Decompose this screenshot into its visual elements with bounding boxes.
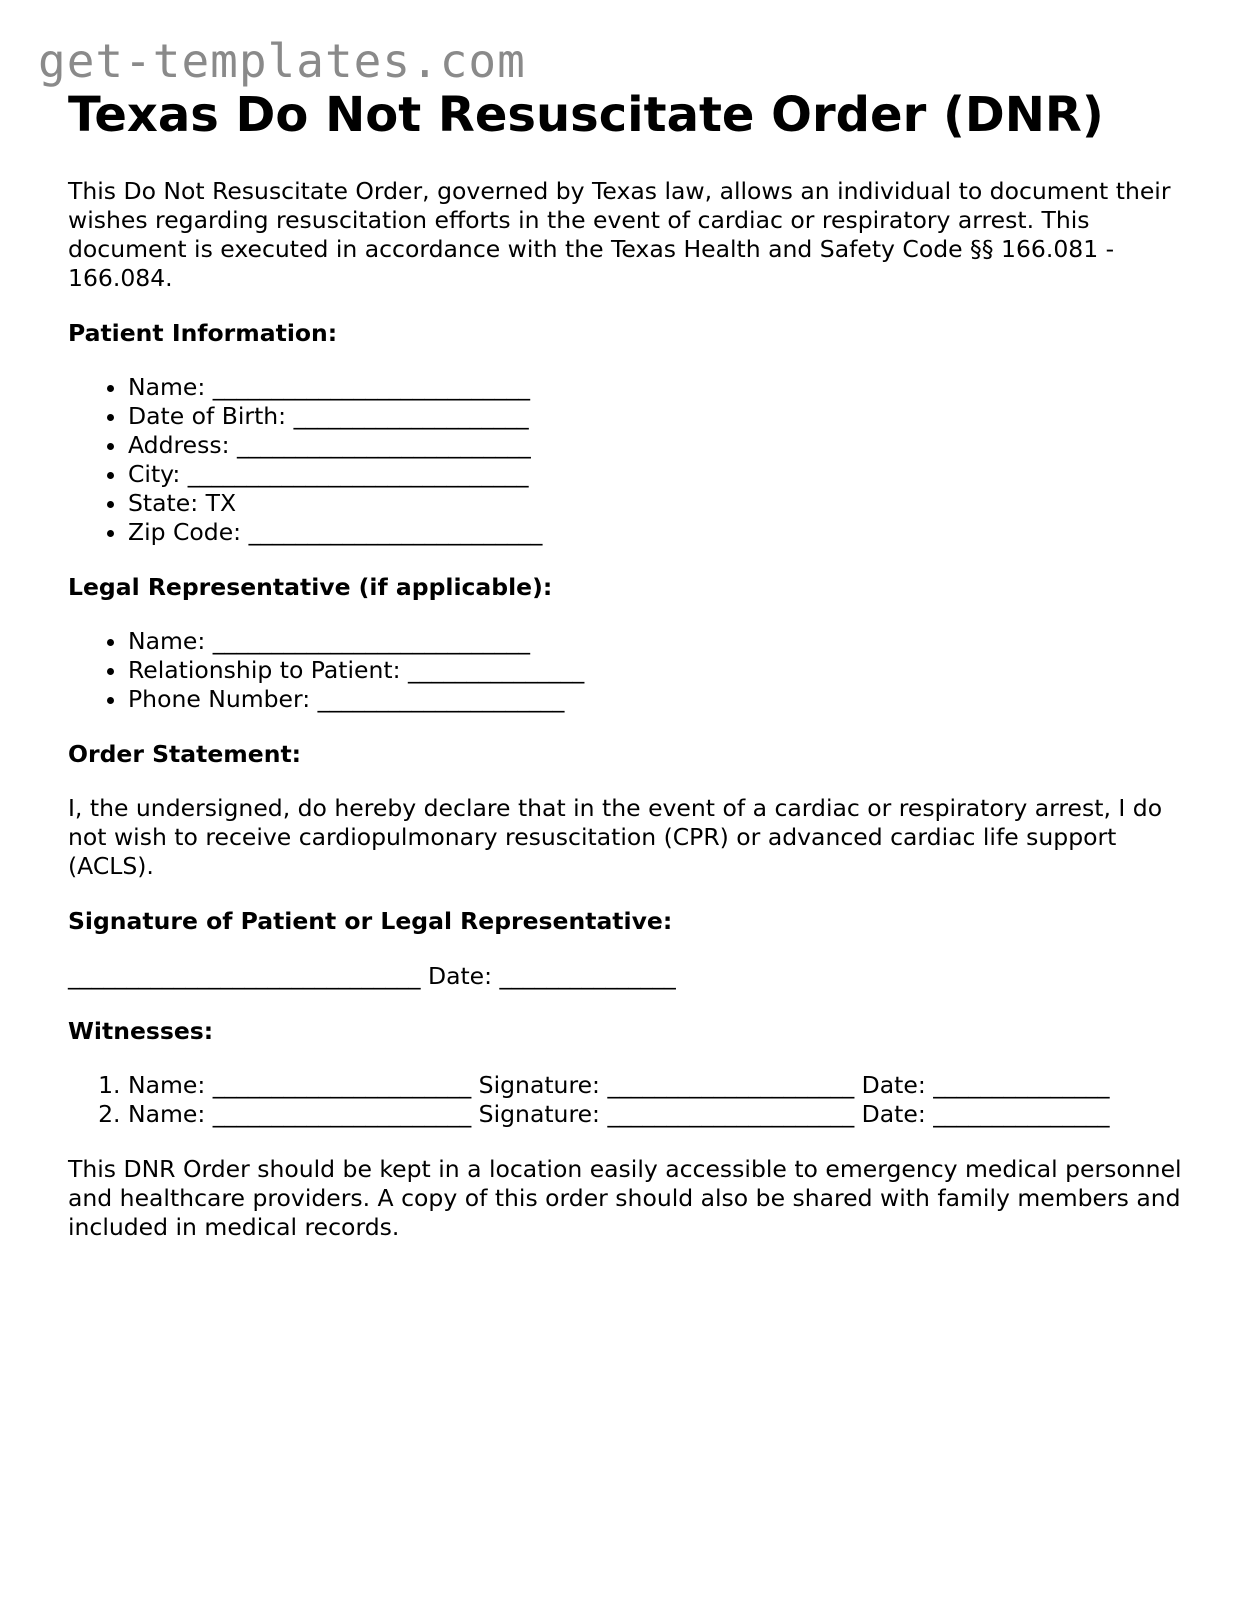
- legal-rep-heading: Legal Representative (if applicable):: [68, 573, 553, 602]
- watermark: get-templates.com: [38, 34, 526, 88]
- intro-paragraph: This Do Not Resuscitate Order, governed by Texas law, allows an individual to document their wishes regarding resuscitation efforts in the event of cardiac or respiratory arrest. This document is executed in accordance with the Texas Health and Safety Code §§ 166.081 - 166.084.: [68, 177, 1171, 293]
- witnesses-heading: Witnesses:: [68, 1017, 214, 1046]
- signature-heading: Signature of Patient or Legal Representative:: [68, 907, 673, 936]
- patient-address-field: • Address: _________________________: [128, 431, 1188, 460]
- legal-rep-list: [68, 627, 1188, 714]
- patient-state-field: • State: TX: [128, 489, 1188, 518]
- order-statement-heading: Order Statement:: [68, 740, 302, 769]
- order-statement-text: I, the undersigned, do hereby declare that in the event of a cardiac or respiratory arrest, I do not wish to receive cardiopulmonary resuscitation (CPR) or advanced cardiac life support (ACLS).: [68, 794, 1163, 881]
- patient-info-list: [68, 373, 1188, 547]
- document-page: [68, 88, 1188, 1242]
- patient-zip-field: • Zip Code: _________________________: [128, 518, 1188, 547]
- witness-1-entry: 1. Name: ______________________ Signature: _____________________ Date: _______________: [128, 1071, 1188, 1100]
- signature-line: ______________________________ Date: _______________: [68, 962, 676, 991]
- page-title: Texas Do Not Resuscitate Order (DNR): [68, 87, 1104, 143]
- patient-dob-field: • Date of Birth: ____________________: [128, 402, 1188, 431]
- rep-phone-field: • Phone Number: _____________________: [128, 685, 1188, 714]
- patient-city-field: • City: _____________________________: [128, 460, 1188, 489]
- closing-paragraph: This DNR Order should be kept in a location easily accessible to emergency medical personnel and healthcare providers. A copy of this order should also be shared with family members and included in medical records.: [68, 1155, 1182, 1242]
- patient-info-heading: Patient Information:: [68, 319, 338, 348]
- rep-relationship-field: • Relationship to Patient: _______________: [128, 656, 1188, 685]
- rep-name-field: • Name: ___________________________: [128, 627, 1188, 656]
- witnesses-list: [68, 1071, 1188, 1129]
- patient-name-field: • Name: ___________________________: [128, 373, 1188, 402]
- witness-2-entry: 2. Name: ______________________ Signature: _____________________ Date: _______________: [128, 1100, 1188, 1129]
